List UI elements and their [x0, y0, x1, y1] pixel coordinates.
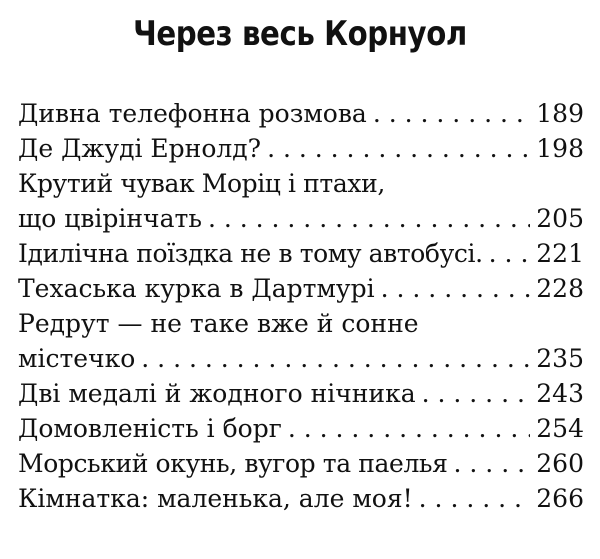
toc-page-number: 260 — [536, 449, 584, 478]
toc-entry-title: Техаська курка в Дартмурі — [18, 274, 375, 303]
toc-page-number: 266 — [536, 484, 584, 513]
toc-entry — [18, 271, 584, 306]
dot-leader — [373, 96, 530, 131]
toc-entry-title: Домовленість і борг — [18, 414, 282, 443]
toc-entry-title: Ідилічна поїздка не в тому автобусі. — [18, 239, 483, 268]
toc-entry-title: Морський окунь, вугор та паелья — [18, 449, 448, 478]
dot-leader — [489, 236, 531, 271]
toc-entry — [18, 481, 584, 516]
toc-entry — [18, 341, 584, 376]
table-of-contents — [18, 96, 584, 516]
dot-leader — [208, 201, 530, 236]
toc-page-number: 198 — [536, 134, 584, 163]
toc-entry-first-line — [18, 306, 584, 341]
dot-leader — [141, 341, 530, 376]
toc-entry — [18, 446, 584, 481]
toc-page-number: 205 — [536, 204, 584, 233]
toc-entry-title-line1: Редрут — не таке вже й сонне — [18, 309, 419, 338]
toc-entry-title: Дві медалі й жодного нічника — [18, 379, 416, 408]
dot-leader — [288, 411, 530, 446]
toc-page-number: 235 — [536, 344, 584, 373]
toc-page-number: 228 — [536, 274, 584, 303]
toc-entry — [18, 376, 584, 411]
toc-entry-title-line1: Крутий чувак Моріц і птахи, — [18, 169, 385, 198]
toc-page-number: 189 — [536, 99, 584, 128]
toc-entry-title: Де Джуді Ернолд? — [18, 134, 262, 163]
toc-entry-first-line — [18, 166, 584, 201]
toc-entry — [18, 131, 584, 166]
dot-leader — [267, 131, 530, 166]
toc-entry-title: Кімнатка: маленька, але моя! — [18, 484, 413, 513]
toc-entry — [18, 236, 584, 271]
section-title: Через весь Корнуол — [133, 14, 467, 54]
toc-page-number: 221 — [536, 239, 584, 268]
dot-leader — [422, 376, 531, 411]
toc-entry-title: Дивна телефонна розмова — [18, 99, 367, 128]
toc-entry-title: що цвірінчать — [18, 204, 202, 233]
dot-leader — [381, 271, 531, 306]
toc-page-number: 243 — [536, 379, 584, 408]
toc-entry — [18, 96, 584, 131]
dot-leader — [419, 481, 531, 516]
toc-entry — [18, 201, 584, 236]
toc-page-number: 254 — [536, 414, 584, 443]
dot-leader — [454, 446, 531, 481]
toc-entry — [18, 411, 584, 446]
toc-entry-title: містечко — [18, 344, 136, 373]
